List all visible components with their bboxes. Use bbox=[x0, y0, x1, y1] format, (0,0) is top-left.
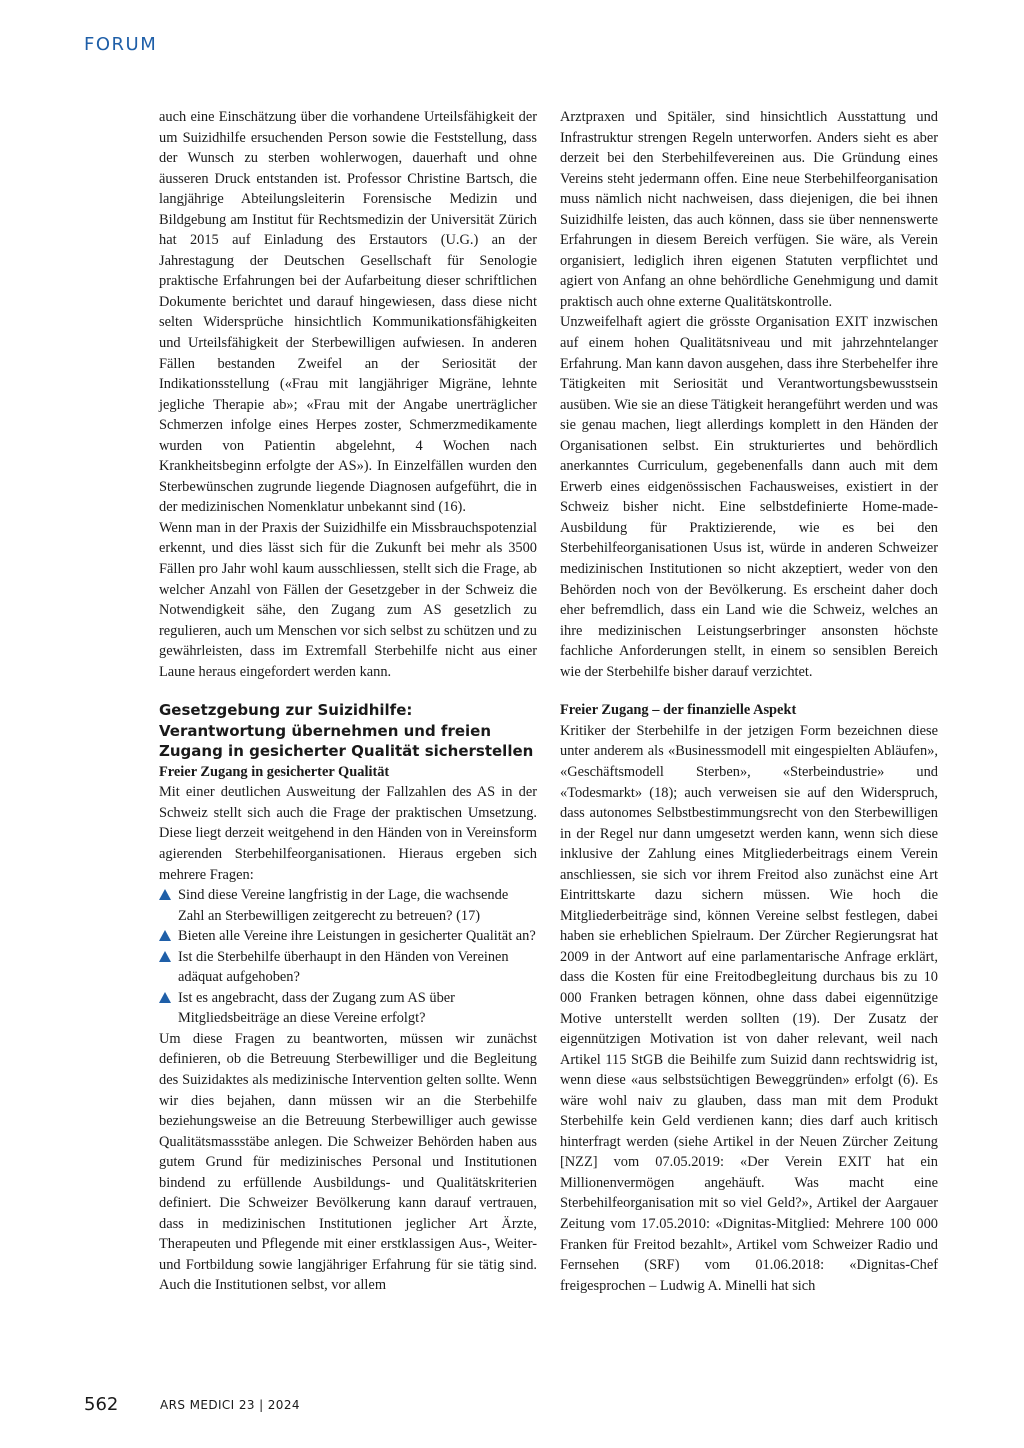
list-item bbox=[159, 885, 537, 926]
list-item bbox=[159, 926, 537, 947]
section-label: FORUM bbox=[84, 34, 158, 55]
paragraph: Um diese Fragen zu beantworten, müssen wir zunächst definieren, ob die Betreuung Sterbewilliger und die Begleitung des Suizidaktes als medizinische Intervention gelten sollte. Wenn wir dies bejahen, dann müssen wir an die Sterbehilfe beziehungsweise an die Betreuung Sterbewilliger auch gewisse Qualitätsmassstäbe anlegen. Die Schweizer Behörden haben aus gutem Grund für medizinisches Personal und Institutionen bindend zu erfüllende Ausbildungs- und Qualitätskriterien definiert. Die Schweizer Bevölkerung kann darauf vertrauen, dass in medizinischen Institutionen jeglicher Art Ärzte, Therapeuten und Pflegende mit einer erstklassigen Aus-, Weiter- und Fortbildung sowie langjähriger Erfahrung für sie tätig sind. Auch die Institutionen selbst, vor allem bbox=[159, 1030, 537, 1294]
list-item-text: Ist es angebracht, dass der Zugang zum AS über Mitgliedsbeiträge an diese Vereine erfolgt? bbox=[178, 989, 455, 1027]
paragraph: Wenn man in der Praxis der Suizidhilfe ein Missbrauchspotenzial erkennt, und dies lässt sich für die Zukunft bei mehr als 3500 Fällen pro Jahr wohl kaum ausschliessen, stellt sich die Frage, ab welcher Anzahl von Fällen der Gesetzgeber in der Schweiz die Notwendigkeit sähe, den Zugang zum AS gesetzlich zu regulieren, auch um Menschen vor sich selbst zu schützen und zu gewährleisten, dass im Extremfall Sterbehilfe nicht aus einer Laune heraus eingefordert werden kann. bbox=[159, 519, 537, 680]
section-heading: Gesetzgebung zur Suizidhilfe: Verantwortung übernehmen und freien Zugang in gesicherter Qualität sicherstellen bbox=[159, 701, 534, 761]
subheading: Freier Zugang in gesicherter Qualität bbox=[159, 763, 390, 780]
list-item-text: Sind diese Vereine langfristig in der Lage, die wachsende Zahl an Sterbewilligen zeitgerecht zu betreuen? (17) bbox=[178, 887, 509, 924]
question-list bbox=[159, 885, 537, 1029]
paragraph: auch eine Einschätzung über die vorhandene Urteilsfähigkeit der um Suizidhilfe ersuchenden Person sowie die Feststellung, dass der Wunsch zu sterben wohlerwogen, dauerhaft und ohne äusseren Druck entstanden ist. Professor Christine Bartsch, die langjährige Abteilungsleiterin Forensische Medizin und Bildgebung am Institut für Rechtsmedizin der Universität Zürich hat 2015 auf Einladung des Erstautors (U.G.) an der Jahrestagung der Deutschen Gesellschaft für Senologie praktische Erfahrungen bei der Aufarbeitung dieser schriftlichen Dokumente berichtet und darauf hingewiesen, dass diese nicht selten Widersprüche hinsichtlich Kommunikationsfähigkeiten und Urteilsfähigkeit der Sterbewilligen aufwiesen. In anderen Fällen bestanden Zweifel an der Seriosität der Indikationsstellung («Frau mit langjähriger Migräne, lehnte jegliche Therapie ab»; «Frau mit der Angabe unerträglicher Schmerzen infolge eines Herpes zoster, Schmerzmedikamente wurden von Patientin abgelehnt, 4 Wochen nach Krankheitsbeginn erfolgte der AS»). In Einzelfällen wurden den Sterbewünschen zugrunde liegende Diagnosen aufgeführt, die in der medizinischen Nomenklatur unbekannt sind (16). bbox=[159, 109, 537, 516]
list-item-text: Ist die Sterbehilfe überhaupt in den Händen von Vereinen adäquat aufgehoben? bbox=[178, 948, 509, 986]
paragraph: Kritiker der Sterbehilfe in der jetzigen Form bezeichnen diese unter anderem als «Businessmodell mit eingespielten Abläufen», «Geschäftsmodell Sterben», «Sterbeindustrie» und «Todesmarkt» (18); auch verweisen sie auf den Widerspruch, dass autonomes Selbstbestimmungsrecht von den Sterbewilligen in der Regel nur dann umgesetzt werden kann, wenn sich diese inklusive der Zahlung eines Mitgliederbeitrags einem Verein anschliessen, sie sich vor ihrem Freitod also zunächst eine Art Eintrittskarte dazu sichern müssen. Wie hoch die Mitgliederbeiträge sind, können Vereine selbst festlegen, dabei haben sie erheblichen Spielraum. Der Zürcher Regierungsrat hat 2009 in der Antwort auf eine parlamentarische Anfrage erklärt, dass die Kosten für eine Freitodbegleitung durchaus bis zu 10 000 Franken betragen können, ohne dass dabei eigennützige Motive unterstellt werden sollten (19). Der Zusatz der eigennützigen Motivation ist von daher relevant, weil nach Artikel 115 StGB die Beihilfe zum Suizid dann rechtswidrig ist, wenn diese «aus selbstsüchtigen Beweggründen» erfolgt (6). Es wäre wohl naiv zu glauben, dass man mit dem Produkt Sterbehilfe kein Geld verdienen kann; dies darf auch kritisch hinterfragt werden (siehe Artikel in der Neuen Zürcher Zeitung [NZZ] vom 07.05.2019: «Der Verein EXIT hat ein Millionenvermögen angehäuft. Was macht eine Sterbehilfeorganisation mit so viel Geld?», Artikel der Aargauer Zeitung vom 17.05.2010: «Dignitas-Mitglied: Mehrere 100 000 Franken für Freitod bezahlt», Artikel vom Schweizer Radio und Fernsehen (SRF) vom 01.06.2018: «Dignitas-Chef freigesprochen – Ludwig A. Minelli hat sich bbox=[560, 722, 938, 1294]
list-item bbox=[159, 988, 537, 1029]
triangle-bullet-icon bbox=[159, 889, 171, 900]
page-number: 562 bbox=[84, 1394, 119, 1415]
subheading: Freier Zugang – der finanzielle Aspekt bbox=[560, 702, 797, 719]
triangle-bullet-icon bbox=[159, 930, 171, 941]
triangle-bullet-icon bbox=[159, 992, 171, 1003]
list-item bbox=[159, 947, 537, 988]
paragraph: Arztpraxen und Spitäler, sind hinsichtlich Ausstattung und Infrastruktur strengen Regeln unterworfen. Anders sieht es aber derzeit bei den Sterbehilfevereinen aus. Die Gründung eines Vereins steht jedermann offen. Eine neue Sterbehilfeorganisation muss nämlich nicht nachweisen, dass diejenigen, die bei ihnen Suizidhilfe leisten, das auch können, dass sie über nennenswerte Erfahrungen in diesem Bereich verfügen. Sie wäre, als Verein organisiert, lediglich ihren eigenen Statuten verpflichtet und agiert von Anfang an ohne behördliche Genehmigung und damit praktisch auch ohne externe Qualitätskontrolle. bbox=[560, 109, 938, 310]
triangle-bullet-icon bbox=[159, 951, 171, 962]
list-item-text: Bieten alle Vereine ihre Leistungen in gesicherter Qualität an? bbox=[178, 928, 536, 945]
paragraph: Unzweifelhaft agiert die grösste Organisation EXIT inzwischen auf einem hohen Qualitätsniveau und mit jahrzehntelanger Erfahrung. Man kann davon ausgehen, dass ihre Sterbehelfer ihre Tätigkeiten mit Seriosität und Verantwortungsbewusstsein ausüben. Wie sie an diese Tätigkeit herangeführt werden und was sie genau machen, liegt allerdings komplett in den Händen der Organisationen selbst. Ein strukturiertes und behördlich anerkanntes Curriculum, gegebenenfalls dann auch mit dem Erwerb eines eidgenössischen Fachausweises, existiert in der Schweiz bisher nicht. Eine selbstdefinierte Home-made-Ausbildung für Praktizierende, wie es bei den Sterbehilfeorganisationen Usus ist, würde in anderen Schweizer medizinischen Institutionen so nicht akzeptiert, weder von den Behörden noch von der Bevölkerung. Es erscheint daher doch eher befremdlich, dass ein Land wie die Schweiz, welches an ihre medizinischen Leistungserbringer ansonsten höchste fachliche Anforderungen stellt, in einem so sensiblen Bereich wie der Sterbehilfe bisher darauf verzichtet. bbox=[560, 314, 938, 680]
paragraph: Mit einer deutlichen Ausweitung der Fallzahlen des AS in der Schweiz stellt sich auch die Frage der praktischen Umsetzung. Diese liegt derzeit weitgehend in den Händen von in Vereinsform agierenden Sterbehilfeorganisationen. Hieraus ergeben sich mehrere Fragen: bbox=[159, 784, 537, 883]
journal-citation: ARS MEDICI 23 | 2024 bbox=[160, 1398, 300, 1412]
right-column bbox=[560, 107, 938, 1296]
left-column bbox=[159, 107, 537, 1296]
